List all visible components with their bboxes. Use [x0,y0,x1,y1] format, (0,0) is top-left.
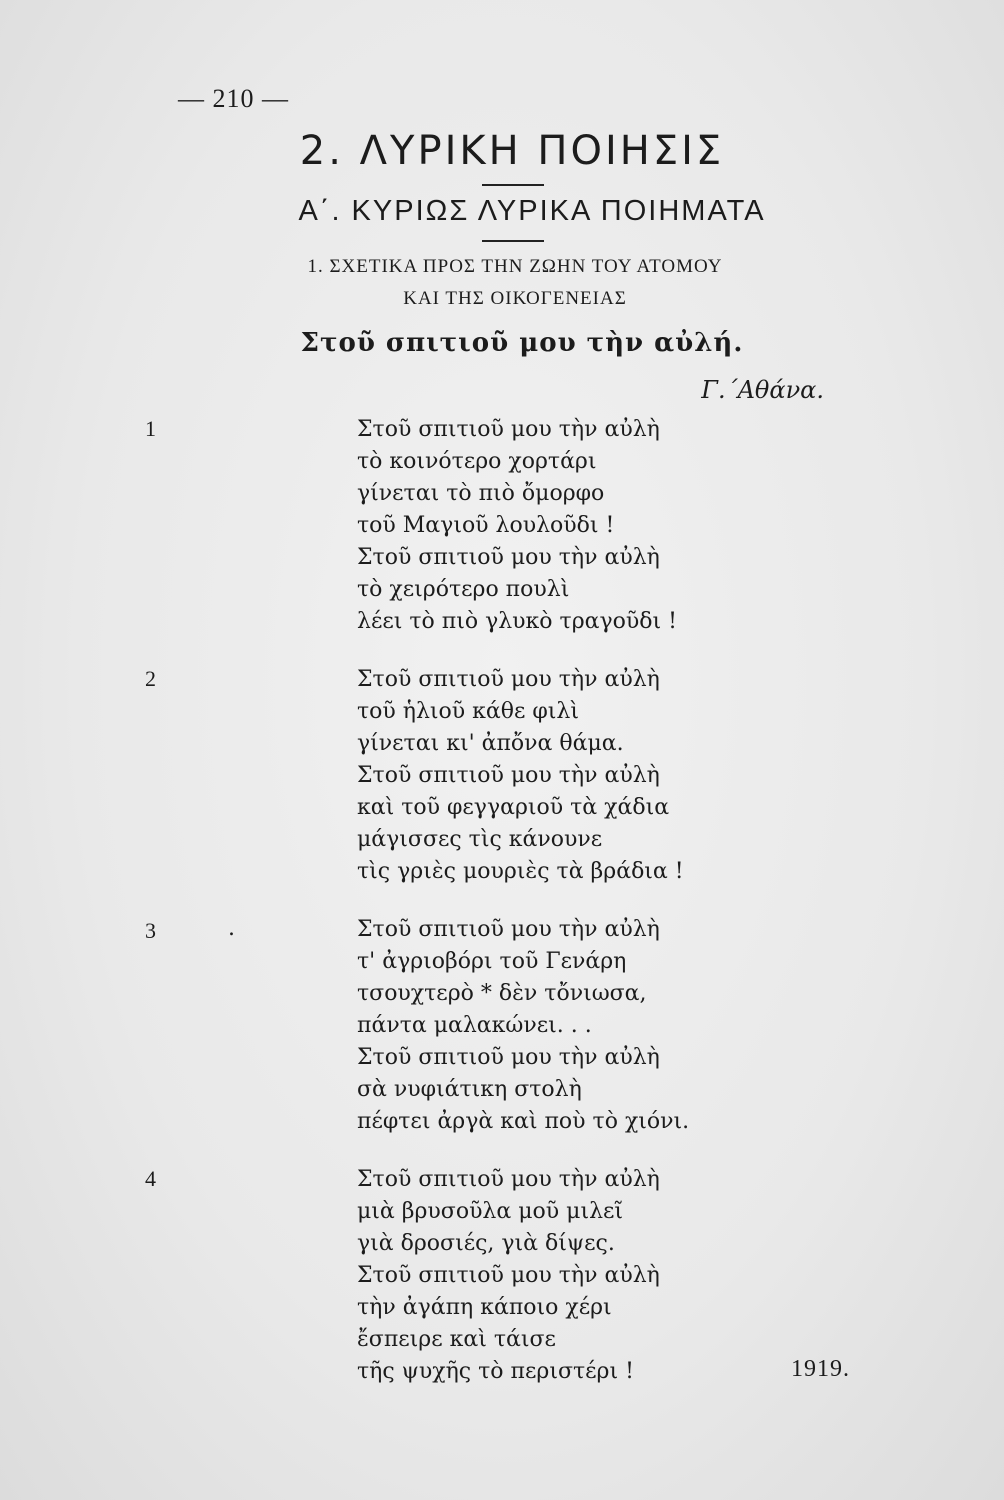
verse-line: Στοῦ σπιτιοῦ μου τὴν αὐλὴ [357,545,660,570]
category-heading-line-2: ΚΑΙ ΤΗΣ ΟΙΚΟΓΕΝΕΙΑΣ [403,288,627,309]
verse-line: Στοῦ σπιτιοῦ μου τὴν αὐλὴ [357,1167,660,1192]
stanza [357,414,677,638]
verse-line: Στοῦ σπιτιοῦ μου τὴν αὐλὴ [357,667,660,692]
stanza-number: 4 [145,1166,156,1191]
verse-line: τὸ κοινότερο χορτάρι [357,449,597,474]
verse-line: γίνεται κι' ἀπὄνα θάμα. [357,731,624,756]
verse-line: τὴν ἀγάπη κάποιο χέρι [357,1295,612,1320]
verse-line: ἔσπειρε καὶ τάισε [357,1327,556,1352]
verse-line: τσουχτερὸ * δὲν τὄνιωσα, [357,981,647,1006]
verse-line: τοῦ ἡλιοῦ κάθε φιλὶ [357,699,579,724]
divider-rule [482,240,544,242]
verse-line: λέει τὸ πιὸ γλυκὸ τραγοῦδι ! [357,609,677,634]
poet-name: Γ.΄Αθάνα. [701,376,824,404]
stray-mark: . [228,916,235,941]
verse-line: Στοῦ σπιτιοῦ μου τὴν αὐλὴ [357,417,660,442]
verse-line: καὶ τοῦ φεγγαριοῦ τὰ χάδια [357,795,670,820]
subsection-title: Α΄. ΚΥΡΙΩΣ ΛΥΡΙΚΑ ΠΟΙΗΜΑΤΑ [298,195,766,227]
category-heading-line-1: 1. ΣΧΕΤΙΚΑ ΠΡΟΣ ΤΗΝ ΖΩΗΝ ΤΟΥ ΑΤΟΜΟΥ [307,256,723,277]
verse-line: Στοῦ σπιτιοῦ μου τὴν αὐλὴ [357,917,660,942]
verse-line: γίνεται τὸ πιὸ ὄμορφο [357,481,605,506]
verse-line: μιὰ βρυσοῦλα μοῦ μιλεῖ [357,1199,624,1224]
stanza-number: 2 [145,666,156,691]
verse-line: πέφτει ἀργὰ καὶ ποὺ τὸ χιόνι. [357,1109,690,1134]
verse-line: πάντα μαλακώνει. . . [357,1013,592,1038]
verse-line: τῆς ψυχῆς τὸ περιστέρι ! [357,1359,634,1384]
verse-line: τοῦ Μαγιοῦ λουλοῦδι ! [357,513,615,538]
stanza-number: 1 [145,416,156,441]
stanza [357,914,689,1138]
verse-line: σὰ νυφιάτικη στολὴ [357,1077,582,1102]
stanza-number: 3 [145,918,156,943]
stanza [357,1164,660,1388]
verse-line: γιὰ δροσιές, γιὰ δίψες. [357,1231,615,1256]
section-title: 2. ΛΥΡΙΚΗ ΠΟΙΗΣΙΣ [299,128,725,174]
verse-line: τὸ χειρότερο πουλὶ [357,577,570,602]
date: 1919. [791,1356,850,1382]
verse-line: Στοῦ σπιτιοῦ μου τὴν αὐλὴ [357,763,660,788]
verse-line: Στοῦ σπιτιοῦ μου τὴν αὐλὴ [357,1263,660,1288]
stanza [357,664,684,888]
verse-line: μάγισσες τὶς κάνουνε [357,827,603,852]
verse-line: Στοῦ σπιτιοῦ μου τὴν αὐλὴ [357,1045,660,1070]
verse-line: τὶς γριὲς μουριὲς τὰ βράδια ! [357,859,684,884]
divider-rule [482,184,544,186]
poem-title: Στοῦ σπιτιοῦ μου τὴν αὐλή. [300,328,744,358]
page-number: — 210 — [178,84,289,113]
verse-line: τ' ἀγριοβόρι τοῦ Γενάρη [357,949,627,974]
